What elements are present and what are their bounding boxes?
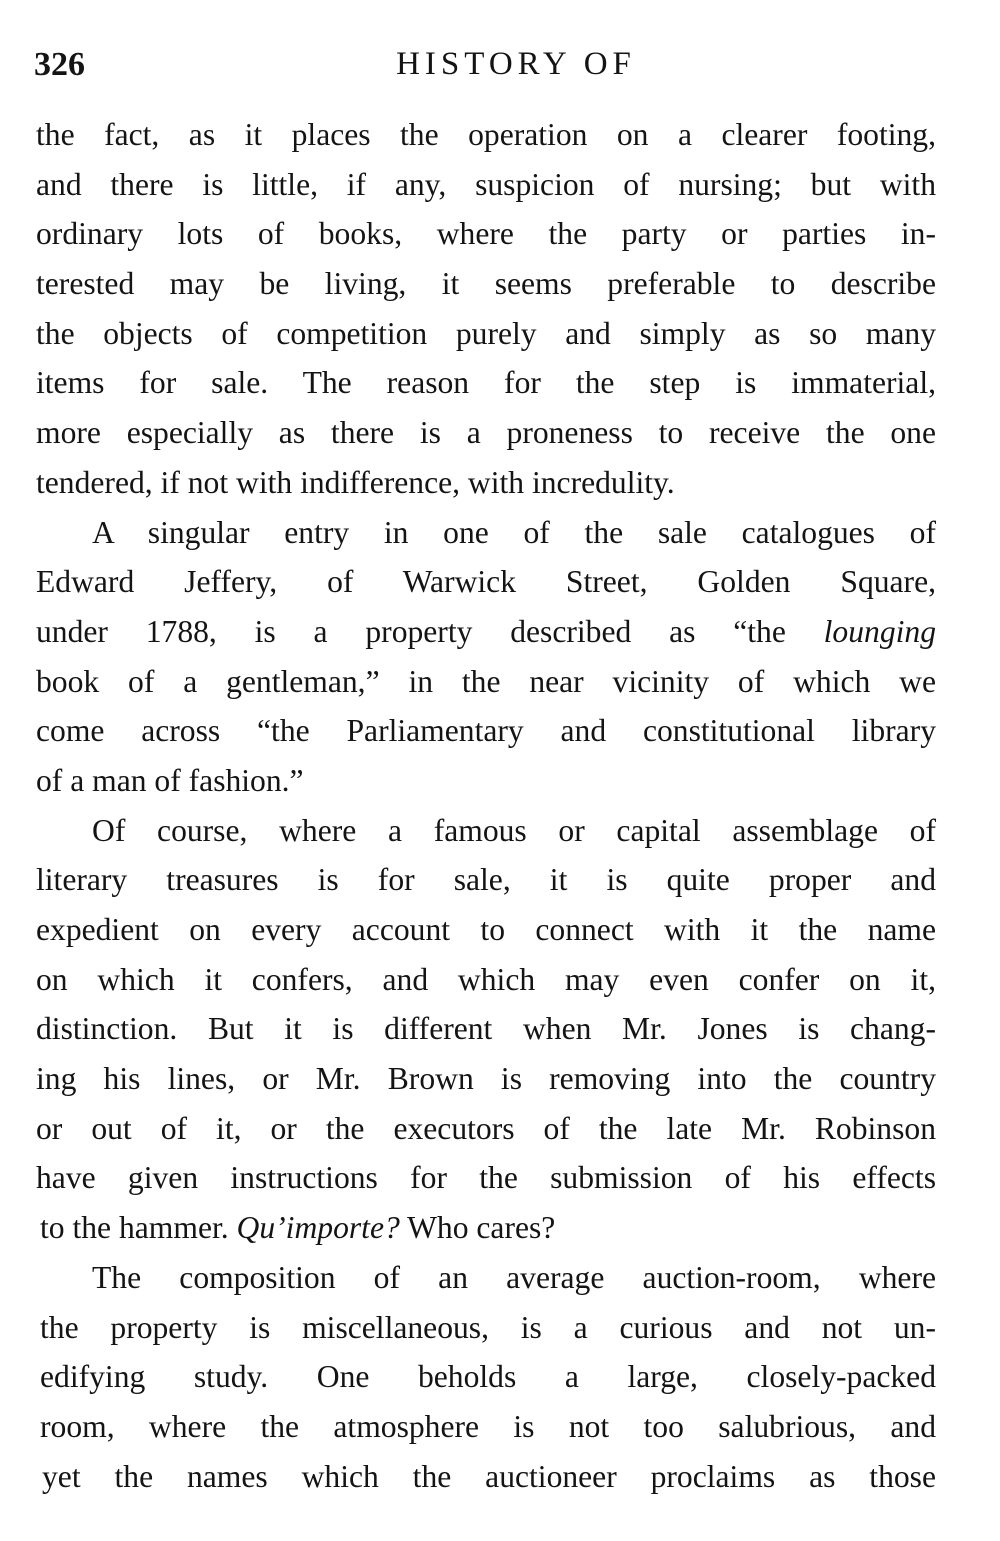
text-line: on which it confers, and which may even confer on it, bbox=[36, 961, 936, 997]
text-line: items for sale. The reason for the step is immaterial, bbox=[36, 365, 936, 401]
text-line: room, where the atmosphere is not too salubrious, and bbox=[40, 1408, 936, 1444]
text-line: come across “the Parliamentary and constitutional library bbox=[36, 713, 936, 749]
text-line: book of a gentleman,” in the near vicinity of which we bbox=[36, 663, 936, 699]
text-segment: to the hammer. bbox=[40, 1210, 237, 1246]
text-line: Of course, where a famous or capital assemblage of bbox=[92, 812, 936, 848]
text-line: terested may be living, it seems preferable to describe bbox=[36, 266, 936, 302]
text-line: The composition of an average auction-room, where bbox=[92, 1259, 936, 1295]
text-segment: under 1788, is a property described as “the bbox=[36, 613, 824, 649]
text-line: have given instructions for the submission of his effects bbox=[36, 1160, 936, 1196]
text-line: ing his lines, or Mr. Brown is removing into the country bbox=[36, 1061, 936, 1097]
text-segment: Who cares? bbox=[399, 1210, 556, 1246]
paragraph-2 bbox=[36, 508, 936, 806]
page-header bbox=[34, 46, 938, 96]
text-line: the property is miscellaneous, is a curious and not un- bbox=[40, 1309, 936, 1345]
text-line: and there is little, if any, suspicion of nursing; but with bbox=[36, 166, 936, 202]
text-line: or out of it, or the executors of the late Mr. Robinson bbox=[36, 1110, 936, 1146]
text-line: ordinary lots of books, where the party or parties in- bbox=[36, 216, 936, 252]
text-line-with-italic bbox=[36, 1203, 936, 1253]
paragraph-4 bbox=[36, 1253, 936, 1501]
text-line: A singular entry in one of the sale catalogues of bbox=[92, 514, 936, 550]
body-text bbox=[36, 110, 936, 1501]
italic-phrase: Qu’importe? bbox=[236, 1210, 400, 1246]
text-line: yet the names which the auctioneer proclaims as those bbox=[42, 1458, 936, 1494]
paragraph-3 bbox=[36, 806, 936, 1253]
text-line: literary treasures is for sale, it is quite proper and bbox=[36, 862, 936, 898]
text-line: Edward Jeffery, of Warwick Street, Golden Square, bbox=[36, 564, 936, 600]
text-line: distinction. But it is different when Mr. Jones is chang- bbox=[36, 1011, 936, 1047]
text-line: expedient on every account to connect with it the name bbox=[36, 912, 936, 947]
page-number: 326 bbox=[34, 46, 85, 83]
text-line: tendered, if not with indifference, with incredulity. bbox=[36, 464, 675, 500]
text-line-with-italic bbox=[36, 607, 936, 657]
text-line: the objects of competition purely and simply as so many bbox=[36, 315, 936, 351]
italic-word: lounging bbox=[823, 613, 936, 649]
text-line: more especially as there is a proneness to receive the one bbox=[36, 415, 936, 451]
text-line: the fact, as it places the operation on a clearer footing, bbox=[36, 117, 936, 152]
running-head: HISTORY OF bbox=[396, 46, 636, 82]
text-line: edifying study. One beholds a large, closely-packed bbox=[40, 1359, 936, 1395]
text-line: of a man of fashion.” bbox=[36, 762, 304, 798]
paragraph-1 bbox=[36, 110, 936, 508]
